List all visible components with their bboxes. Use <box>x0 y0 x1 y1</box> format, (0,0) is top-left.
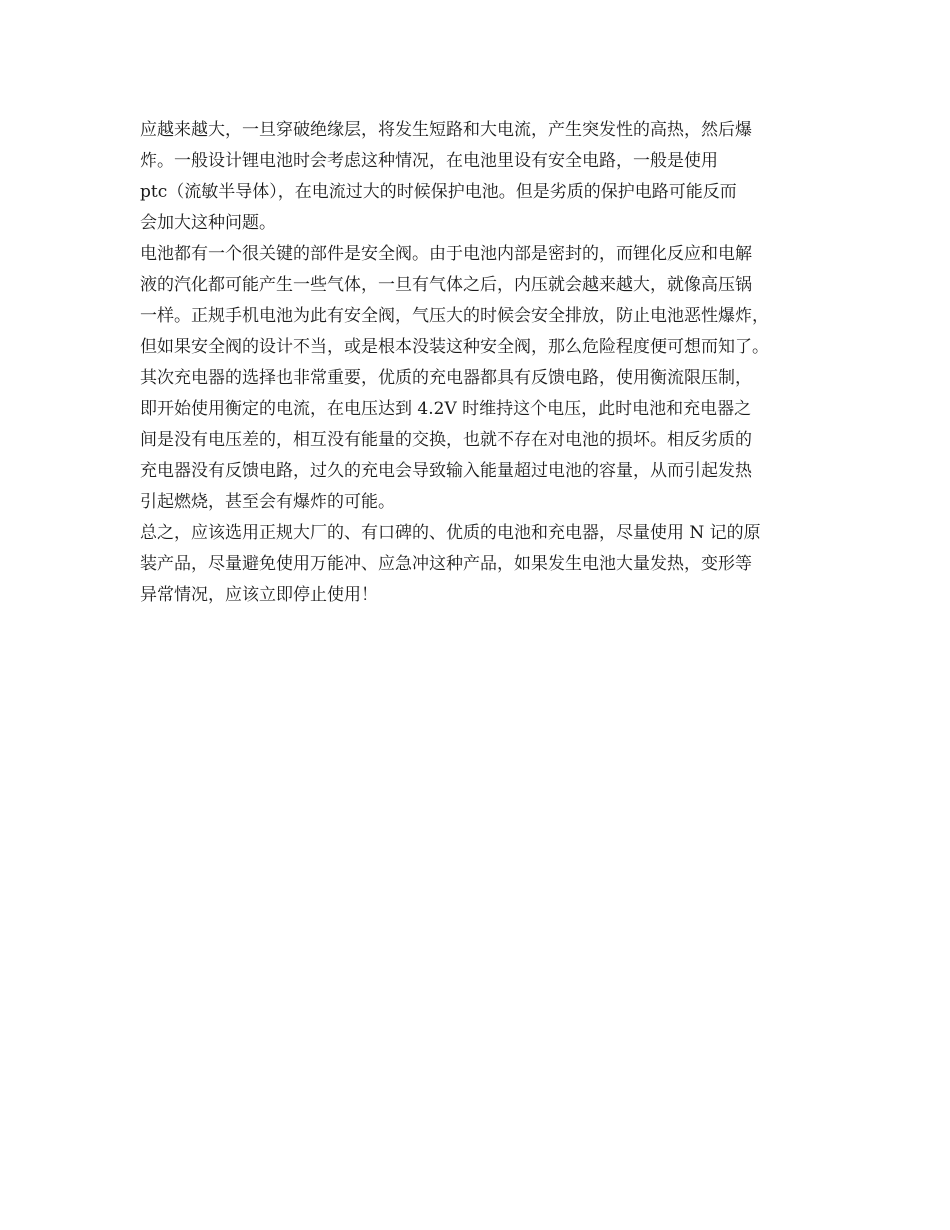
text-line: 其次充电器的选择也非常重要，优质的充电器都具有反馈电路，使用衡流限压制， <box>140 368 752 388</box>
text-line: 炸。一般设计锂电池时会考虑这种情况，在电池里设有安全电路，一般是使用 <box>140 151 718 171</box>
paragraph-safety-valve <box>140 239 820 363</box>
paragraph-conclusion <box>140 518 820 611</box>
text-line: 电池都有一个很关键的部件是安全阀。由于电池内部是密封的，而锂化反应和电解 <box>140 244 752 264</box>
text-line: ptc（流敏半导体），在电流过大的时候保护电池。但是劣质的保护电路可能反而 <box>140 182 737 202</box>
text-line: 充电器没有反馈电路，过久的充电会导致输入能量超过电池的容量，从而引起发热 <box>140 461 752 481</box>
text-line: 液的汽化都可能产生一些气体，一旦有气体之后，内压就会越来越大，就像高压锅 <box>140 275 752 295</box>
text-line: 装产品，尽量避免使用万能冲、应急冲这种产品，如果发生电池大量发热，变形等 <box>140 554 752 574</box>
text-line: 引起燃烧，甚至会有爆炸的可能。 <box>140 492 395 512</box>
paragraph-charger <box>140 363 820 518</box>
text-line: 应越来越大，一旦穿破绝缘层，将发生短路和大电流，产生突发性的高热，然后爆 <box>140 120 752 140</box>
text-line: 即开始使用衡定的电流，在电压达到 4.2V 时维持这个电压，此时电池和充电器之 <box>140 399 752 419</box>
text-line: 总之，应该选用正规大厂的、有口碑的、优质的电池和充电器，尽量使用 N 记的原 <box>140 523 761 543</box>
text-line: 间是没有电压差的，相互没有能量的交换，也就不存在对电池的损坏。相反劣质的 <box>140 430 752 450</box>
text-line: 但如果安全阀的设计不当，或是根本没装这种安全阀，那么危险程度便可想而知了。 <box>140 337 769 357</box>
paragraph-short-circuit <box>140 115 820 239</box>
text-line: 异常情况，应该立即停止使用！ <box>140 585 378 605</box>
text-line: 会加大这种问题。 <box>140 213 276 233</box>
document-body <box>140 115 820 611</box>
text-line: 一样。正规手机电池为此有安全阀，气压大的时候会安全排放，防止电池恶性爆炸， <box>140 306 769 326</box>
